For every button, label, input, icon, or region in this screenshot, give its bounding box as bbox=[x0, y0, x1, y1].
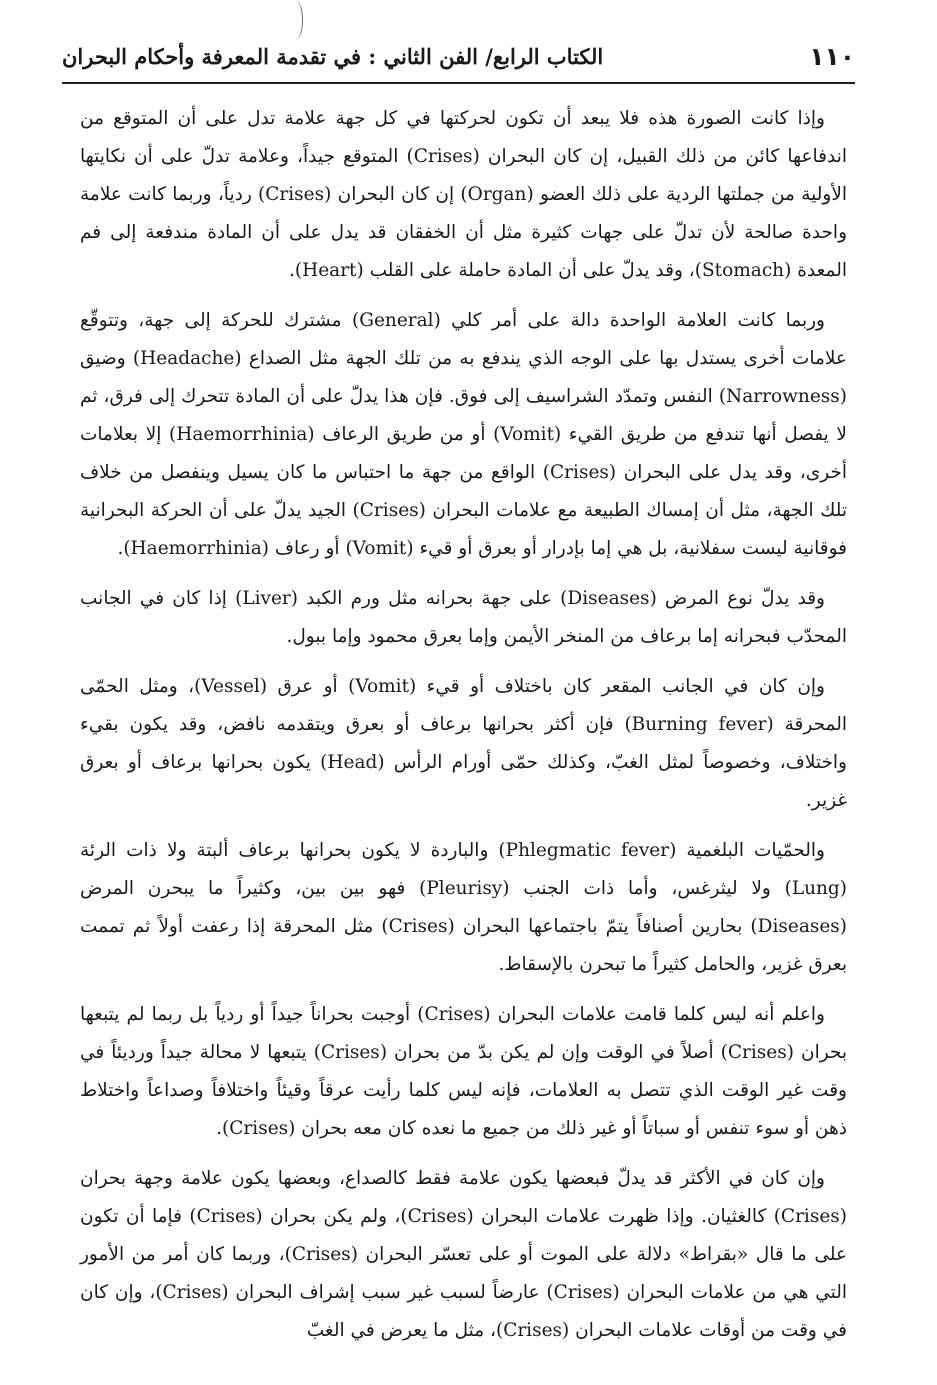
paragraph: وإن كان في الجانب المقعر كان باختلاف أو قيء (Vomit) أو عرق (Vessel)، ومثل الحمّى المحرقة (Burning fever) فإن أكثر بحرانها برعاف أو بعرق ويتقدمه نافض، وقد يكون بقيء واختلاف، وخصوصاً لمثل الغبّ، وكذلك حمّى أورام الرأس (Head) يكون بحرانها برعاف أو بعرق غزير. bbox=[80, 676, 847, 811]
paragraph: وقد يدلّ نوع المرض (Diseases) على جهة بحرانه مثل ورم الكبد (Liver) إذا كان في الجانب المحدّب فبحرانه إما برعاف من المنخر الأيمن وإما بعرق محمود وإما ببول. bbox=[80, 588, 847, 647]
paragraph: وربما كانت العلامة الواحدة دالة على أمر كلي (General) مشترك للحركة إلى جهة، وتتوقّع علامات أخرى يستدل بها على الوجه الذي يندفع به من تلك الجهة مثل الصداع (Headache) وضيق (Narrowness) النفس وتمدّد الشراسيف إلى فوق. فإن هذا يدلّ على أن المادة تتحرك إلى فرق، ثم لا يفصل أنها تندفع من طريق القيء (Vomit) أو من طريق الرعاف (Haemorrhinia) إلا بعلامات أخرى، وقد يدل على البحران (Crises) الواقع من جهة ما احتباس ما كان يسيل وينفصل من خلاف تلك الجهة، مثل أن إمساك الطبيعة مع علامات البحران (Crises) الجيد يدلّ على أن الحركة البحرانية فوقانية ليست سفلانية، بل هي إما بإدرار أو بعرق أو قيء (Vomit) أو رعاف (Haemorrhinia). bbox=[80, 310, 847, 559]
paragraph: وإن كان في الأكثر قد يدلّ فبعضها يكون علامة فقط كالصداع، وبعضها يكون علامة وجهة بحران (Crises) كالغثيان. وإذا ظهرت علامات البحران (Crises)، ولم يكن بحران (Crises) فإما أن تكون على ما قال «بقراط» دلالة على الموت أو على تعسّر البحران (Crises)، وربما كان أمر من الأمور التي هي من علامات البحران (Crises) عارضاً لسبب غير سبب إشراف البحران (Crises)، وإن كان في وقت من أوقات علامات البحران (Crises)، مثل ما يعرض في الغبّ bbox=[80, 1168, 848, 1341]
page-fold-mark bbox=[288, 0, 303, 40]
paragraph: والحمّيات البلغمية (Phlegmatic fever) والباردة لا يكون بحرانها برعاف ألبتة ولا ذات الرئة (Lung) ولا ليثرغس، وأما ذات الجنب (Pleurisy) فهو بين بين، وكثيراً ما يبحرن المرض (Diseases) بحارين أصنافاً يتمّ باجتماعها البحران (Crises) مثل المحرقة إذا رعفت أولاً ثم تممت بعرق غزير، والحامل كثيراً ما تبحرن بالإسقاط. bbox=[80, 840, 848, 975]
paragraph: وإذا كانت الصورة هذه فلا يبعد أن تكون لحركتها في كل جهة علامة تدل على أن المتوقع من اندفاعها كائن من ذلك القبيل، إن كان البحران (Crises) المتوقع جيداً، وعلامة تدلّ على أن نكايتها الأولية من جملتها الردية على ذلك العضو (Organ) إن كان البحران (Crises) ردياً، وربما كانت علامة واحدة صالحة لأن تدلّ على جهات كثيرة مثل أن الخفقان قد يدل على أن المادة مندفعة إلى فم المعدة (Stomach)، وقد يدلّ على أن المادة حاملة على القلب (Heart). bbox=[80, 108, 848, 281]
running-title: الكتاب الرابع/ الفن الثاني : في تقدمة المعرفة وأحكام البحران bbox=[62, 44, 604, 69]
page-header bbox=[62, 38, 855, 84]
body-text bbox=[80, 100, 847, 1350]
page-number: ١١٠ bbox=[809, 42, 855, 71]
paragraph: واعلم أنه ليس كلما قامت علامات البحران (Crises) أوجبت بحراناً جيداً أو ردياً بل ربما لم يتبعها بحران (Crises) أصلاً في الوقت وإن لم يكن بدّ من بحران (Crises) يتبعها لا محالة جيداً ورديئاً في وقت غير الوقت الذي تتصل به العلامات، فإنه ليس كلما رأيت عرقاً وقيئاً واختلافاً وصداعاً واختلاط ذهن أو سوء تنفس أو سباتاً أو غير ذلك من جميع ما نعده كان معه بحران (Crises). bbox=[80, 1004, 848, 1139]
